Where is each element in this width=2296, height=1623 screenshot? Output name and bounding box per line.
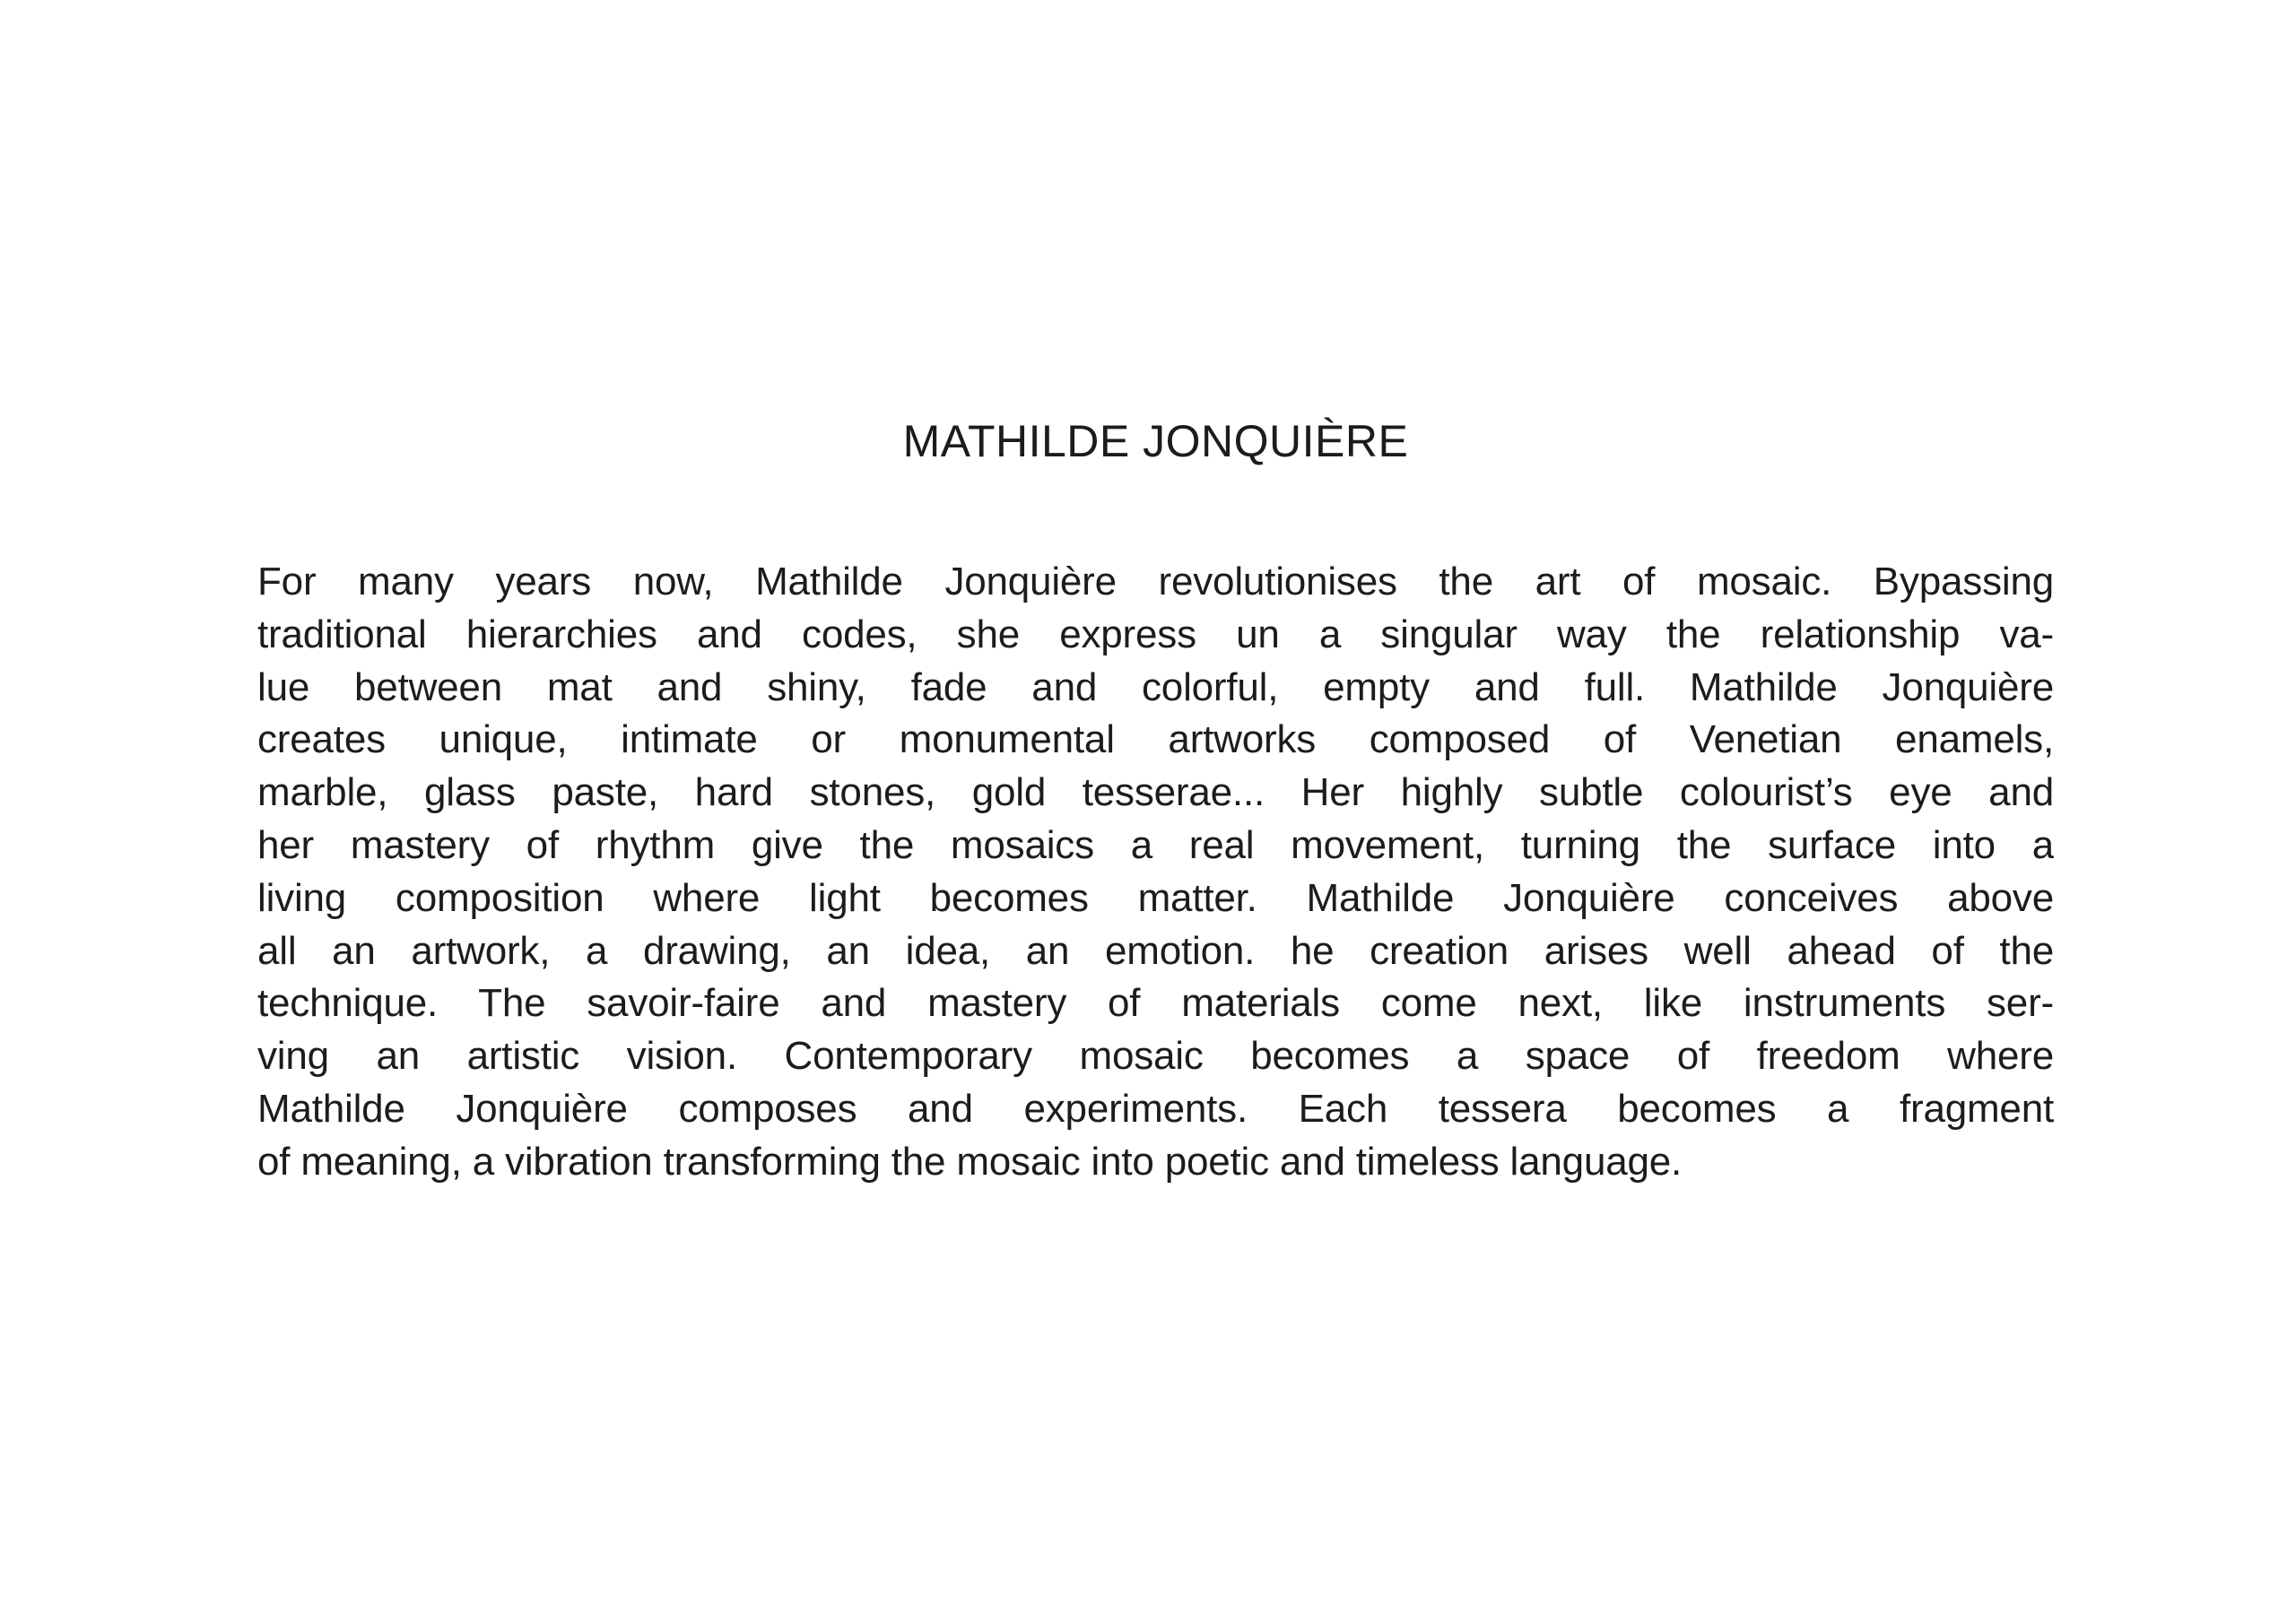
paragraph-line: ving an artistic vision. Contemporary mosaic becomes a space of freedom where (257, 1034, 2054, 1079)
paragraph-line: traditional hierarchies and codes, she express un a singular way the relationship va- (257, 612, 2054, 656)
page-title: MATHILDE JONQUIÈRE (902, 416, 1409, 466)
paragraph-line: technique. The savoir-faire and mastery of materials come next, like instruments ser- (257, 981, 2054, 1026)
body-paragraph (257, 556, 2054, 1189)
paragraph-line: creates unique, intimate or monumental artworks composed of Venetian enamels, (257, 717, 2054, 762)
paragraph-line: marble, glass paste, hard stones, gold tesserae... Her highly subtle colourist’s eye and (257, 770, 2054, 815)
paragraph-line: all an artwork, a drawing, an idea, an emotion. he creation arises well ahead of the (257, 928, 2054, 973)
paragraph-line: Mathilde Jonquière composes and experiments. Each tessera becomes a fragment (257, 1086, 2054, 1131)
paragraph-line: of meaning, a vibration transforming the mosaic into poetic and timeless language. (257, 1139, 1683, 1184)
paragraph-line: lue between mat and shiny, fade and colorful, empty and full. Mathilde Jonquière (257, 664, 2054, 709)
paragraph-line: her mastery of rhythm give the mosaics a real movement, turning the surface into a (257, 822, 2054, 867)
paragraph-line: living composition where light becomes matter. Mathilde Jonquière conceives above (257, 875, 2054, 920)
paragraph-line: For many years now, Mathilde Jonquière revolutionises the art of mosaic. Bypassing (257, 560, 2054, 603)
